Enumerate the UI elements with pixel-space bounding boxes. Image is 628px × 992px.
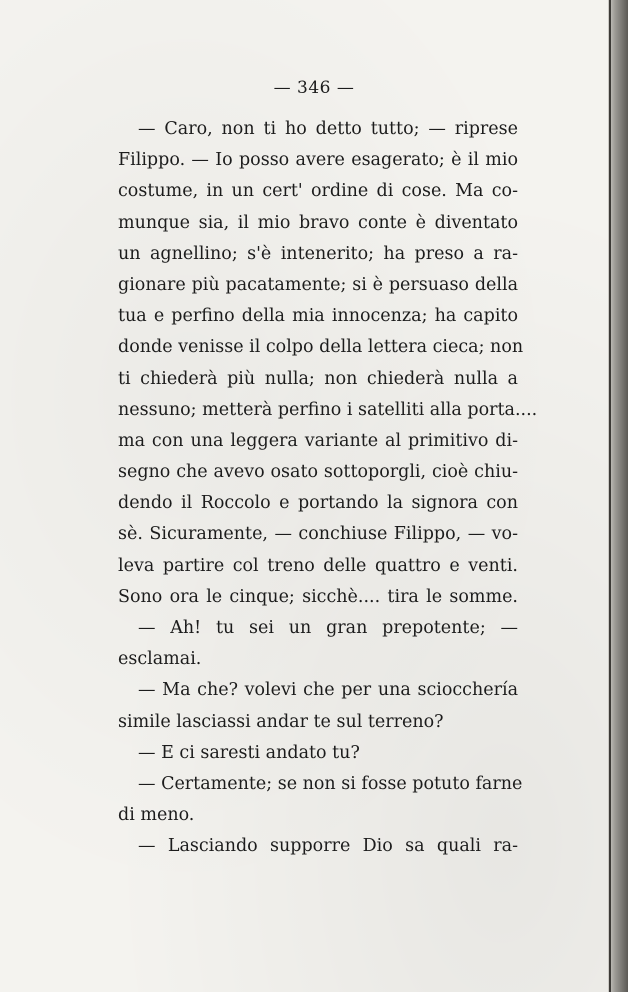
text-line: nessuno; metterà perfino i satelliti alla porta.... [118,399,538,420]
text-line: sè. Sicuramente, — conchiuse Filippo, — vo- [118,524,518,545]
text-line: — E ci saresti andato tu? [138,742,360,763]
text-line: leva partire col treno delle quattro e venti. [118,555,518,576]
text-line: — Ma che? volevi che per una sciocchería [138,680,518,701]
text-line: dendo il Roccolo e portando la signora con [118,493,518,514]
text-line: esclamai. [118,649,202,670]
text-line: — Lasciando supporre Dio sa quali ra- [138,836,518,857]
text-line: — Ah! tu sei un gran prepotente; — [138,618,518,638]
text-line: costume, in un cert' ordine di cose. Ma co- [118,181,518,202]
text-line: — Certamente; se non si fosse potuto farne [138,773,523,794]
text-line: ti chiederà più nulla; non chiederà nulla a [118,368,518,389]
page-binding-edge [608,0,628,992]
page-edge-line [609,0,611,992]
text-line: segno che avevo osato sottoporgli, cioè chiu- [118,462,518,483]
text-line: Filippo. — Io posso avere esagerato; è il mio [118,150,518,171]
text-line: Sono ora le cinque; sicchè.... tira le somme. [118,586,518,607]
text-line: munque sia, il mio bravo conte è diventato [118,212,518,233]
text-line: tua e perfino della mia innocenza; ha capito [118,306,518,327]
text-line: donde venisse il colpo della lettera cieca; non [118,337,524,358]
text-line: di meno. [118,805,195,826]
text-line: un agnellino; s'è intenerito; ha preso a ra- [118,243,518,264]
page-number: — 346 — [273,78,355,98]
text-line: gionare più pacatamente; si è persuaso della [118,274,518,295]
text-line: simile lasciassi andar te sul terreno? [118,711,444,732]
body-text [118,114,538,863]
text-line: ma con una leggera variante al primitivo di- [118,430,518,451]
text-line: — Caro, non ti ho detto tutto; — riprese [138,119,518,139]
